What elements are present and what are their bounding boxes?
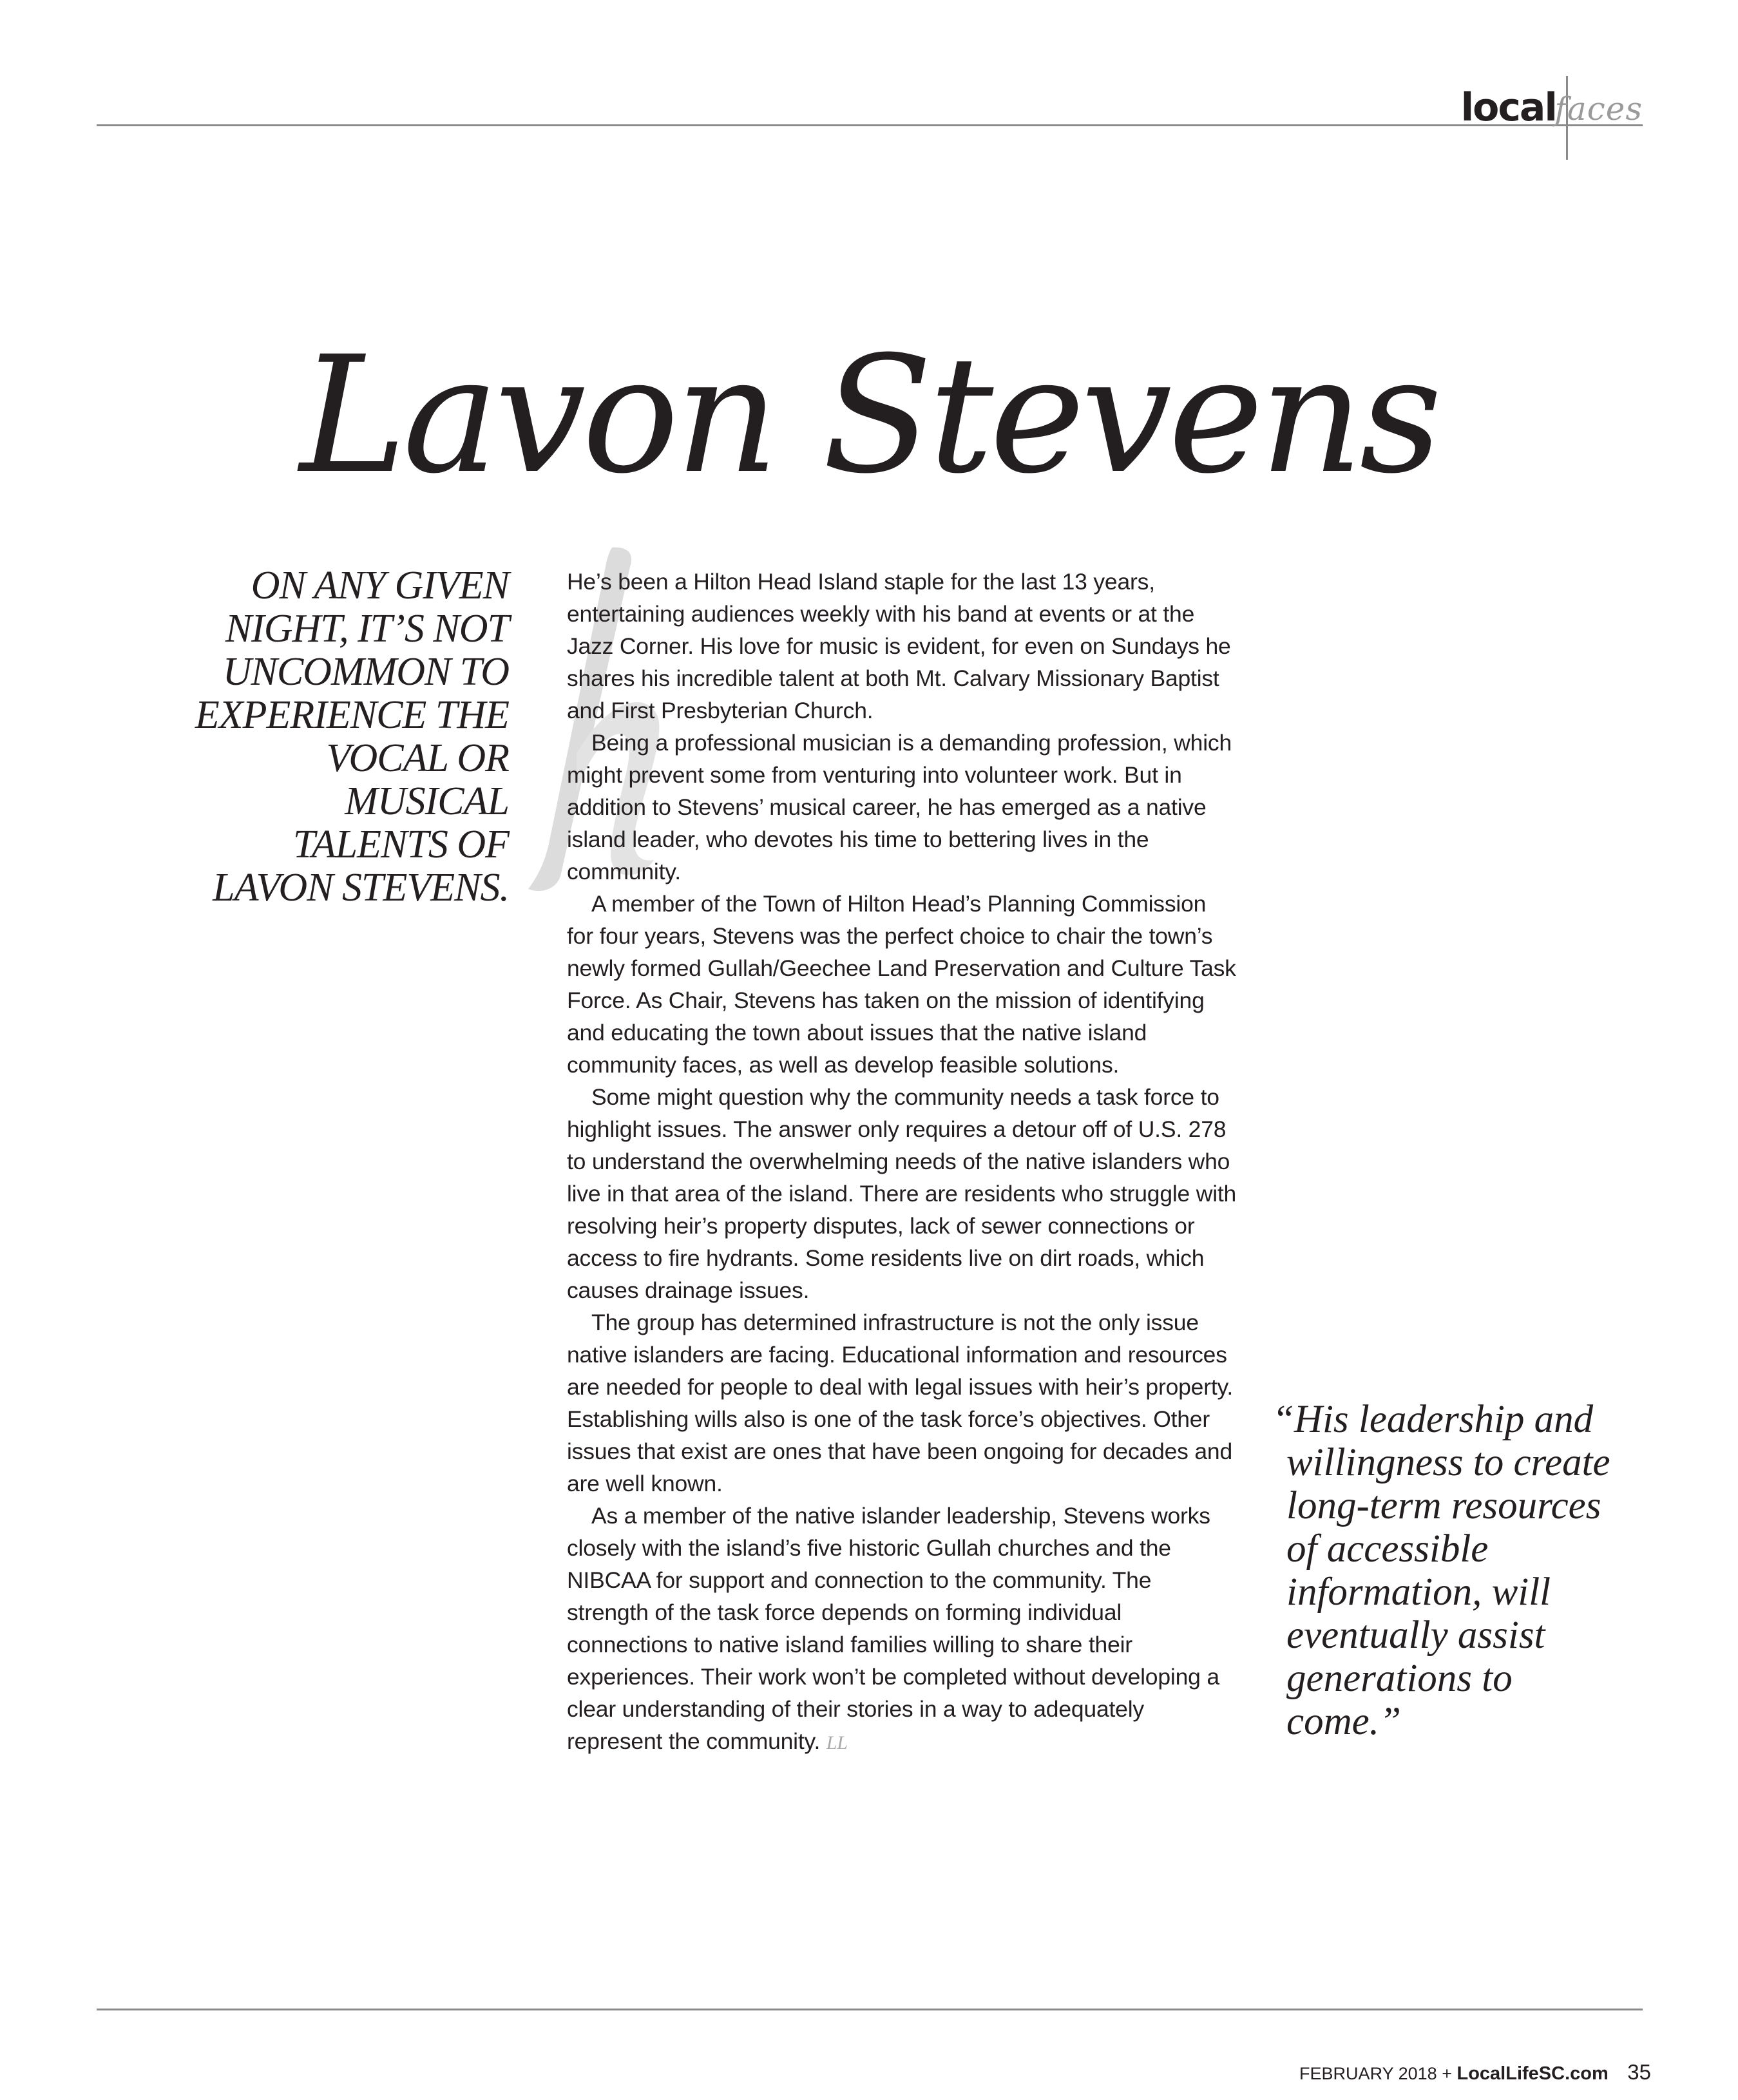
article-lede: ON ANY GIVEN NIGHT, IT’S NOT UNCOMMON TO EXPERIENCE THE VOCAL OR MUSICAL TALENTS OF LAVON STEVENS.: [195, 564, 509, 910]
issue-date: FEBRUARY 2018: [1299, 2064, 1437, 2083]
folio-separator: +: [1442, 2064, 1452, 2083]
section-label-local: local: [1460, 85, 1556, 130]
body-paragraph: A member of the Town of Hilton Head’s Planning Commission for four years, Stevens was the perfect choice to chair the town’s newly formed Gullah/Geechee Land Preservation and Culture Task Force. As Chair, Stevens has taken on the mission of identifying and educating the town about issues that the native island community faces, as well as develop feasible solutions.: [567, 891, 1236, 1078]
footer-rule: [97, 2009, 1643, 2010]
page-number: 35: [1627, 2060, 1651, 2084]
body-paragraph: The group has determined infrastructure is not the only issue native islanders are facing. Educational information and resources are needed for people to deal with legal issues with heir’s property. Establishing wills also is one of the task force’s objectives. Other issues that exist are ones that have been ongoing for decades and are well known.: [567, 1310, 1234, 1496]
header-rule: [97, 124, 1643, 126]
website-link[interactable]: LocalLifeSC.com: [1456, 2063, 1609, 2084]
page-folio: [1299, 2060, 1651, 2085]
body-paragraph: He’s been a Hilton Head Island staple for the last 13 years, entertaining audiences weekly with his band at events or at the Jazz Corner. His love for music is evident, for even on Sundays he shares his incredible talent at both Mt. Calvary Missionary Baptist and First Presbyterian Church.: [567, 569, 1231, 723]
body-paragraph: Being a professional musician is a demanding profession, which might prevent some from venturing into volunteer work. But in addition to Stevens’ musical career, he has emerged as a native island leader, who devotes his time to bettering lives in the community.: [567, 730, 1232, 884]
body-paragraph-final-text: As a member of the native islander leadership, Stevens works closely with the island’s five historic Gullah churches and the NIBCAA for support and connection to the community. The strength of the task force depends on forming individual connections to native island families willing to share their experiences. Their work won’t be completed without developing a clear understanding of their stories in a way to adequately represent the community.: [567, 1503, 1219, 1754]
article-body: [567, 566, 1237, 1759]
body-paragraph: Some might question why the community needs a task force to highlight issues. The answer only requires a detour off of U.S. 278 to understand the overwhelming needs of the native islanders who live in that area of the island. There are residents who struggle with resolving heir’s property disputes, lack of sewer connections or access to fire hydrants. Some residents live on dirt roads, which causes drainage issues.: [567, 1084, 1237, 1303]
article-title: Lavon Stevens: [300, 321, 1438, 509]
article-signoff: LL: [826, 1732, 848, 1753]
pull-quote: “His leadership and willingness to create long-term resources of accessible information, will eventually assist generations to come.”: [1272, 1398, 1610, 1743]
body-paragraph-final: [567, 1500, 1237, 1759]
section-label-faces: faces: [1554, 90, 1643, 128]
